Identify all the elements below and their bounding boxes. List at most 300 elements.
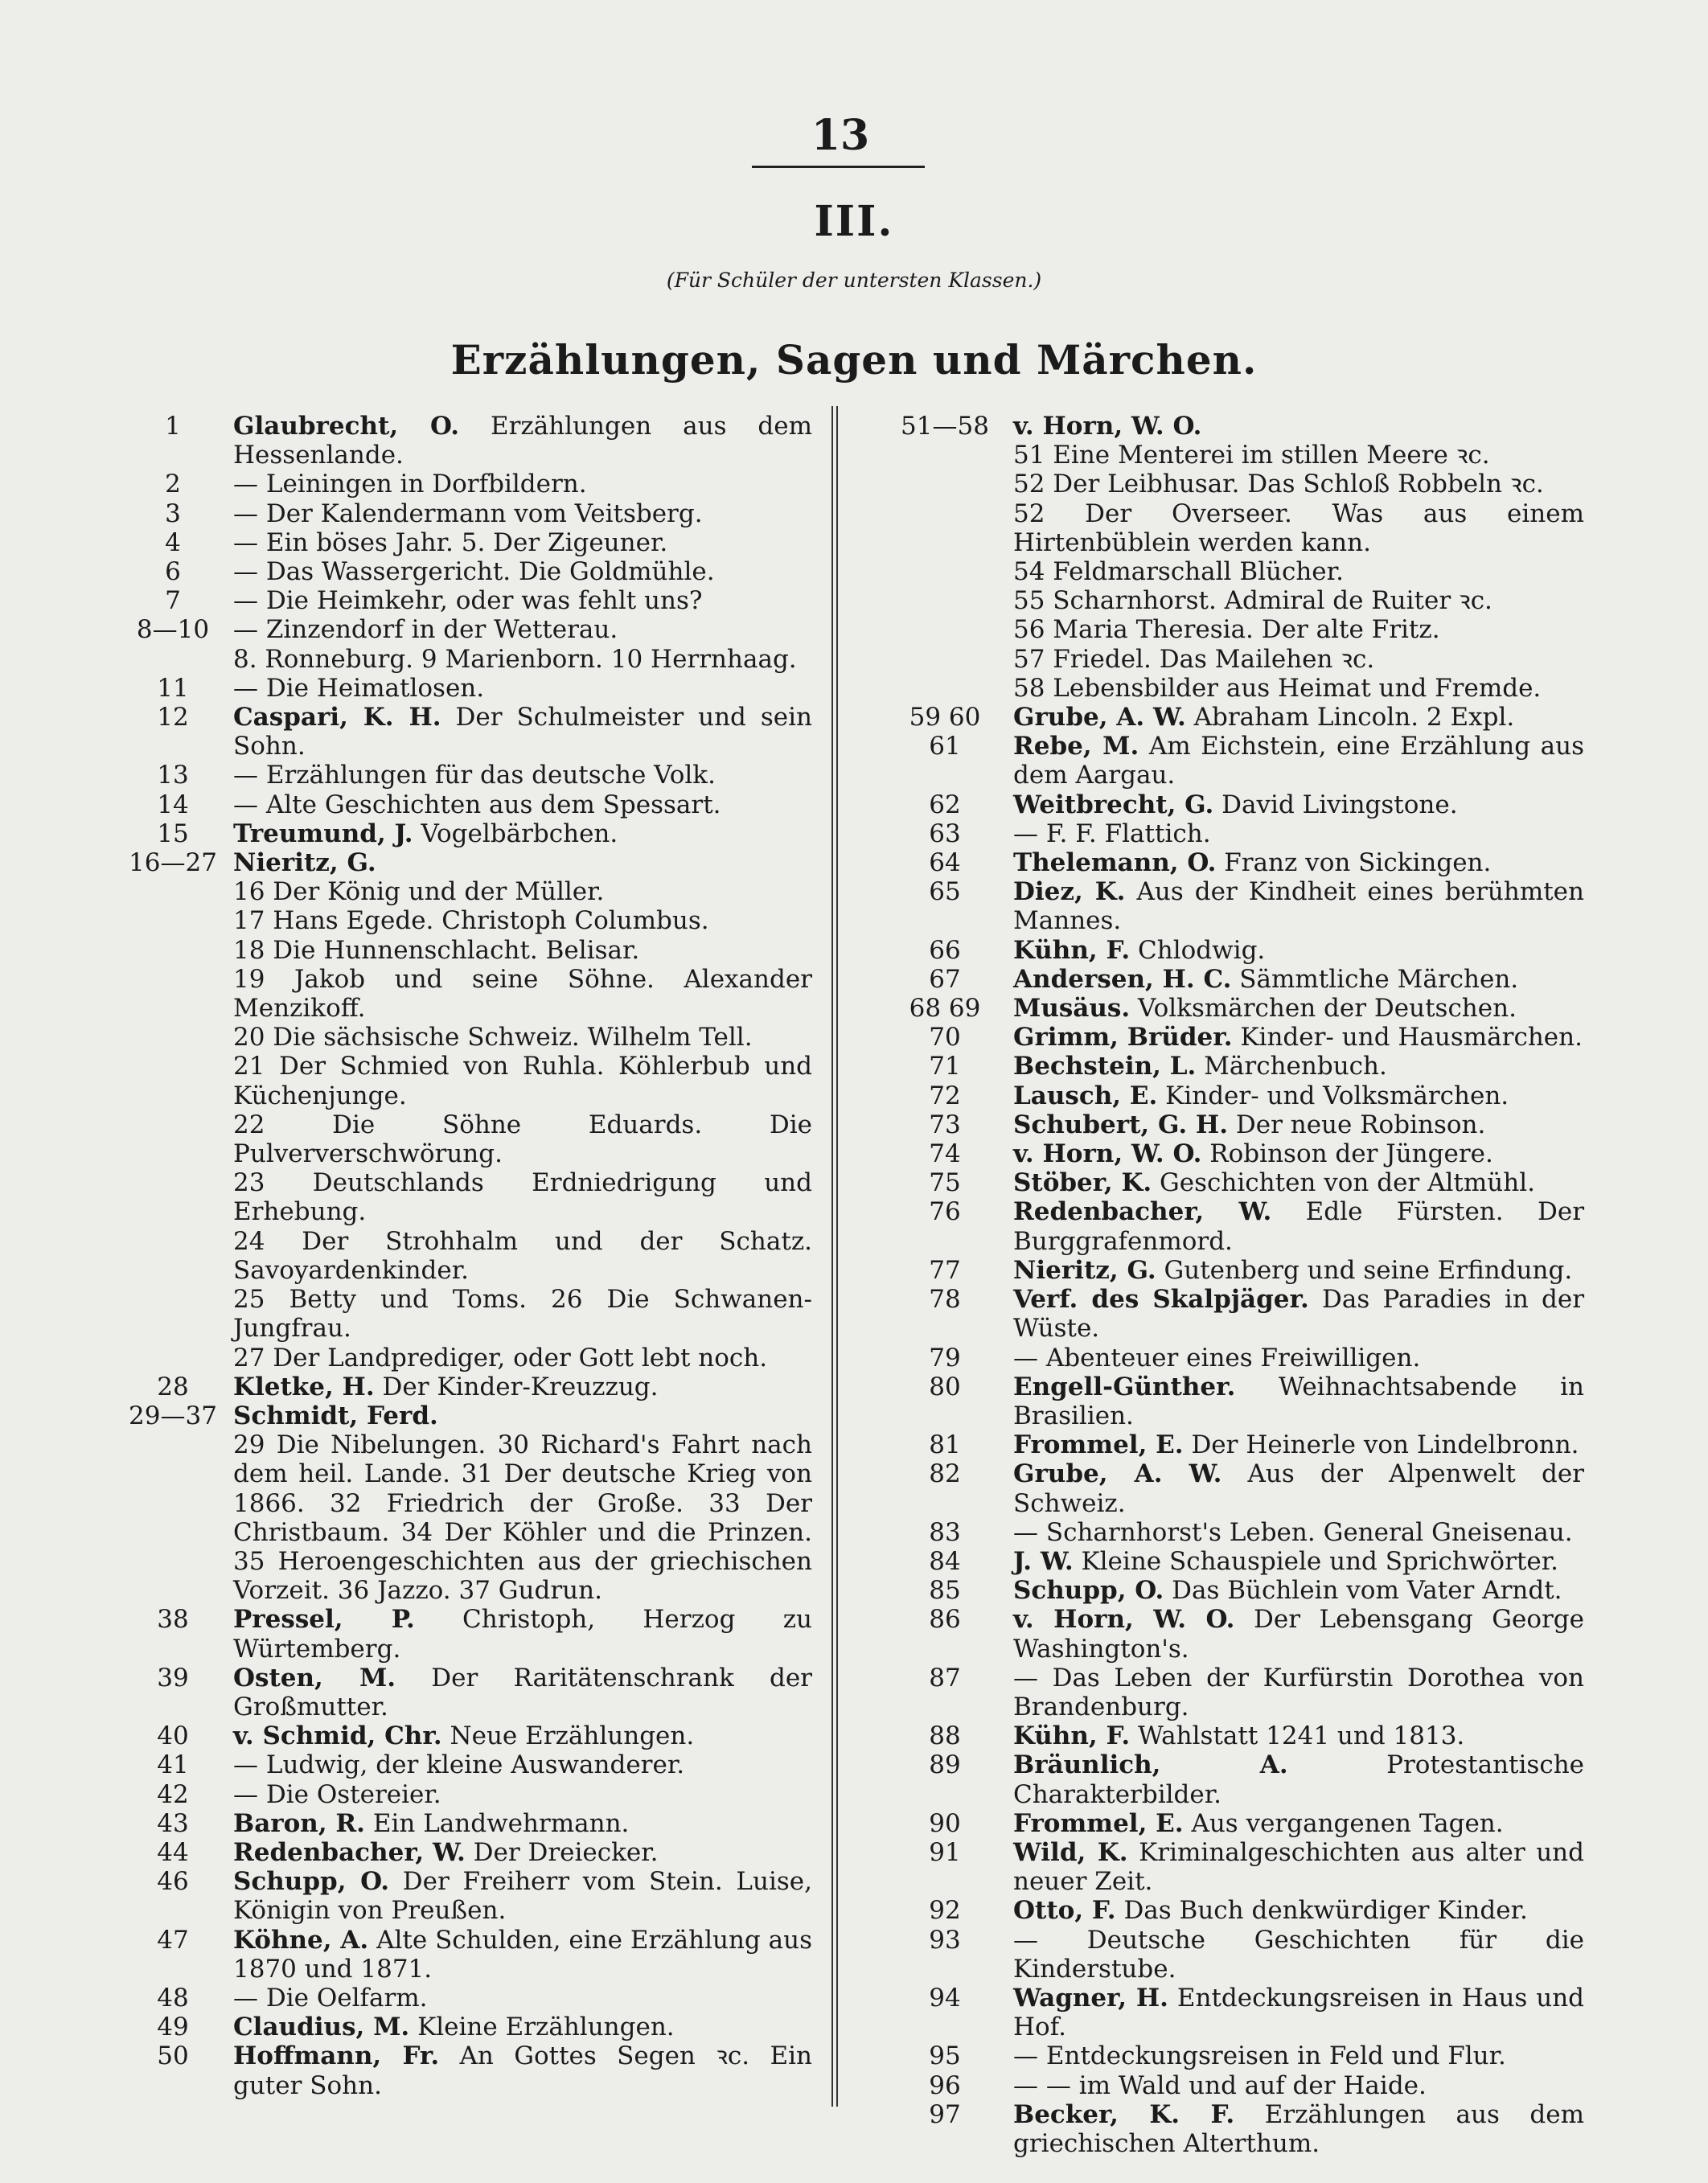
catalog-entry bbox=[113, 1926, 812, 1984]
entry-title: — Ein böses Jahr. 5. Der Zigeuner. bbox=[233, 527, 668, 557]
entry-title: Der Heinerle von Lindelbronn. bbox=[1183, 1430, 1579, 1460]
entry-author: Thelemann, O. bbox=[1013, 848, 1217, 878]
entry-author: Schubert, G. H. bbox=[1013, 1110, 1229, 1139]
entry-text bbox=[1013, 1664, 1584, 1721]
entry-number: 88 bbox=[929, 1721, 961, 1751]
entry-number bbox=[113, 1430, 233, 1605]
entry-title: — Die Oelfarm. bbox=[233, 1983, 428, 2013]
entry-text bbox=[233, 615, 812, 644]
entry-title: 27 Der Landprediger, oder Gott lebt noch. bbox=[233, 1343, 768, 1373]
entry-number: 70 bbox=[929, 1023, 961, 1053]
entry-title: 19 Jakob und seine Söhne. Alexander Menzikoff. bbox=[233, 964, 812, 1024]
entry-text bbox=[1013, 877, 1584, 935]
catalog-entry bbox=[113, 761, 812, 790]
entry-title: — F. F. Flattich. bbox=[1013, 819, 1211, 848]
entry-text bbox=[1013, 1721, 1584, 1750]
entry-text bbox=[1013, 1430, 1584, 1459]
entry-title: An Gottes Segen ꝛc. Ein guter Sohn. bbox=[233, 2041, 812, 2100]
catalog-entry bbox=[113, 1168, 812, 1226]
entry-number: 14 bbox=[157, 790, 189, 819]
catalog-entry bbox=[877, 586, 1584, 615]
catalog-entry bbox=[877, 848, 1584, 877]
entry-title: — Deutsche Geschichten für die Kinderstube. bbox=[1013, 1925, 1584, 1984]
entry-author: Wagner, H. bbox=[1013, 1983, 1168, 2013]
catalog-entry bbox=[877, 1605, 1584, 1663]
entry-author: Frommel, E. bbox=[1013, 1808, 1184, 1838]
entry-author: Kühn, F. bbox=[1013, 935, 1131, 965]
entry-text bbox=[233, 1750, 812, 1779]
entry-title: Das Paradies in der Wüste. bbox=[1013, 1285, 1585, 1344]
catalog-entry bbox=[113, 848, 812, 877]
entry-number: 63 bbox=[929, 819, 961, 848]
entry-title: Der neue Robinson. bbox=[1228, 1110, 1486, 1139]
entry-author: Schupp, O. bbox=[233, 1867, 390, 1897]
entry-text bbox=[1013, 1344, 1584, 1373]
entry-text bbox=[233, 965, 812, 1023]
entry-text bbox=[233, 1110, 812, 1168]
entry-text bbox=[233, 1664, 812, 1721]
catalog-entry bbox=[113, 1344, 812, 1373]
entry-author: Bechstein, L. bbox=[1013, 1052, 1197, 1081]
catalog-entry bbox=[113, 790, 812, 819]
entry-text bbox=[1013, 936, 1584, 965]
entry-number: 28 bbox=[157, 1372, 189, 1401]
entry-number: 11 bbox=[157, 673, 189, 703]
catalog-entry bbox=[877, 2100, 1584, 2158]
catalog-entry bbox=[113, 1430, 812, 1605]
entry-text bbox=[233, 2041, 812, 2099]
entry-number: 44 bbox=[157, 1837, 189, 1867]
catalog-entry bbox=[877, 1110, 1584, 1139]
catalog-entry bbox=[877, 441, 1584, 470]
entry-number: 46 bbox=[157, 1867, 189, 1897]
entry-number: 87 bbox=[929, 1663, 961, 1693]
entry-number: 75 bbox=[929, 1168, 961, 1198]
entry-text bbox=[1013, 1168, 1584, 1197]
catalog-entry bbox=[877, 1373, 1584, 1430]
entry-number: 1 bbox=[165, 412, 181, 441]
catalog-entry bbox=[877, 1430, 1584, 1459]
catalog-entry bbox=[877, 819, 1584, 848]
entry-title: — Entdeckungsreisen in Feld und Flur. bbox=[1013, 2041, 1506, 2071]
entry-number: 61 bbox=[929, 732, 961, 761]
entry-title: Der Freiherr vom Stein. Luise, Königin von Preußen. bbox=[233, 1867, 812, 1926]
entry-number: 66 bbox=[929, 935, 961, 965]
entry-author: Nieritz, G. bbox=[233, 848, 376, 878]
entry-number: 71 bbox=[929, 1052, 961, 1081]
entry-title: Der Schulmeister und sein Sohn. bbox=[233, 703, 812, 761]
catalog-entry bbox=[113, 1809, 812, 1838]
entry-title: — Ludwig, der kleine Auswanderer. bbox=[233, 1750, 685, 1780]
entry-title: — Die Heimkehr, oder was fehlt uns? bbox=[233, 586, 703, 616]
entry-number: 92 bbox=[929, 1896, 961, 1926]
entry-title: 18 Die Hunnenschlacht. Belisar. bbox=[233, 935, 640, 965]
catalog-entry bbox=[877, 499, 1584, 557]
entry-text bbox=[1013, 1459, 1584, 1517]
catalog-entry bbox=[877, 1896, 1584, 1925]
entry-text bbox=[233, 790, 812, 819]
entry-title: Erzählungen aus dem griechischen Alterthum. bbox=[1013, 2099, 1584, 2158]
entry-text bbox=[233, 1926, 812, 1984]
entry-title: Aus der Alpenwelt der Schweiz. bbox=[1013, 1459, 1584, 1518]
entry-text bbox=[233, 1721, 812, 1750]
entry-author: J. W. bbox=[1013, 1546, 1074, 1576]
entry-title: Kinder- und Hausmärchen. bbox=[1232, 1023, 1583, 1053]
entry-number: 59 60 bbox=[909, 703, 981, 732]
entry-title: 52 Der Overseer. Was aus einem Hirtenbüblein werden kann. bbox=[1013, 499, 1584, 557]
catalog-entry bbox=[877, 1547, 1584, 1576]
entry-author: Treumund, J. bbox=[233, 819, 413, 848]
entry-text bbox=[233, 2013, 812, 2041]
entry-text bbox=[1013, 2071, 1584, 2100]
catalog-entry bbox=[113, 1780, 812, 1809]
entry-text bbox=[1013, 1139, 1584, 1168]
entry-text bbox=[233, 1984, 812, 2013]
entry-text bbox=[233, 1867, 812, 1925]
entry-number bbox=[113, 1168, 233, 1226]
entry-title: Abraham Lincoln. 2 Expl. bbox=[1185, 703, 1515, 732]
entry-title: 22 Die Söhne Eduards. Die Pulververschwörung. bbox=[233, 1110, 812, 1169]
entry-text bbox=[233, 1430, 812, 1605]
entry-text bbox=[233, 1373, 812, 1401]
entry-number: 90 bbox=[929, 1808, 961, 1838]
entry-number: 29—37 bbox=[129, 1401, 217, 1430]
catalog-entry bbox=[877, 470, 1584, 499]
entry-number: 76 bbox=[929, 1197, 961, 1227]
entry-number: 89 bbox=[929, 1750, 961, 1780]
entry-number: 62 bbox=[929, 790, 961, 819]
entry-author: Andersen, H. C. bbox=[1013, 964, 1232, 994]
catalog-entry bbox=[877, 1256, 1584, 1285]
catalog-entry bbox=[877, 2041, 1584, 2070]
entry-title: — Das Leben der Kurfürstin Dorothea von Brandenburg. bbox=[1013, 1663, 1584, 1721]
entry-title: Der Dreiecker. bbox=[465, 1837, 659, 1867]
entry-text bbox=[233, 877, 812, 906]
entry-author: Kletke, H. bbox=[233, 1372, 375, 1401]
entry-author: Baron, R. bbox=[233, 1808, 365, 1838]
entry-author: Grimm, Brüder. bbox=[1013, 1023, 1233, 1053]
entry-text bbox=[1013, 1926, 1584, 1984]
entry-text bbox=[1013, 1838, 1584, 1896]
entry-title: 29 Die Nibelungen. 30 Richard's Fahrt nach dem heil. Lande. 31 Der deutsche Krieg von 1866. 32 Friedrich der Große. 33 Der Christbaum. 34 Der Köhler und die Prinzen. 35 Heroengeschichten aus der griechischen Vorzeit. 36 Jazzo. 37 Gudrun. bbox=[233, 1430, 812, 1606]
entry-author: Schmidt, Ferd. bbox=[233, 1401, 438, 1430]
entry-number bbox=[877, 441, 1013, 470]
entry-title: 16 Der König und der Müller. bbox=[233, 877, 605, 907]
entry-title: 8. Ronneburg. 9 Marienborn. 10 Herrnhaag. bbox=[233, 644, 797, 674]
entry-number bbox=[113, 1344, 233, 1373]
entry-number bbox=[113, 936, 233, 965]
catalog-entry bbox=[113, 1838, 812, 1867]
entry-text bbox=[1013, 1110, 1584, 1139]
entry-text bbox=[233, 1838, 812, 1867]
catalog-entry bbox=[877, 557, 1584, 586]
entry-author: Kühn, F. bbox=[1013, 1721, 1131, 1751]
entry-number: 13 bbox=[157, 761, 189, 790]
entry-text bbox=[233, 1344, 812, 1373]
entry-title: — Scharnhorst's Leben. General Gneisenau. bbox=[1013, 1517, 1573, 1547]
entry-text bbox=[1013, 1256, 1584, 1285]
entry-number: 48 bbox=[157, 1983, 189, 2013]
catalog-entry bbox=[113, 1373, 812, 1401]
entry-title: Franz von Sickingen. bbox=[1216, 848, 1492, 878]
entry-title: Märchenbuch. bbox=[1196, 1052, 1387, 1081]
catalog-entry bbox=[113, 819, 812, 848]
entry-number: 3 bbox=[165, 499, 181, 528]
catalog-entry bbox=[113, 1721, 812, 1750]
entry-number: 83 bbox=[929, 1517, 961, 1547]
entry-title: 21 Der Schmied von Ruhla. Köhlerbub und Küchenjunge. bbox=[233, 1052, 812, 1110]
catalog-entry bbox=[877, 1285, 1584, 1343]
entry-title: Kinder- und Volksmärchen. bbox=[1157, 1081, 1509, 1110]
entry-number: 43 bbox=[157, 1808, 189, 1838]
catalog-entry bbox=[877, 1023, 1584, 1052]
entry-text bbox=[1013, 1373, 1584, 1430]
catalog-entry bbox=[113, 2013, 812, 2041]
entry-text bbox=[1013, 732, 1584, 790]
catalog-entry bbox=[113, 2041, 812, 2099]
entry-author: Musäus. bbox=[1013, 994, 1131, 1024]
entry-number bbox=[113, 1227, 233, 1285]
entry-number bbox=[113, 1052, 233, 1110]
entry-author: Frommel, E. bbox=[1013, 1430, 1184, 1460]
entry-title: Vogelbärbchen. bbox=[413, 819, 618, 848]
catalog-entry bbox=[113, 615, 812, 644]
catalog-entry bbox=[113, 412, 812, 470]
entry-number: 42 bbox=[157, 1779, 189, 1809]
entry-text bbox=[233, 906, 812, 935]
entry-author: Otto, F. bbox=[1013, 1896, 1116, 1926]
catalog-entry bbox=[877, 732, 1584, 790]
entry-number: 94 bbox=[929, 1983, 961, 2013]
entry-text bbox=[1013, 441, 1584, 470]
entry-text bbox=[1013, 1518, 1584, 1547]
entry-number: 84 bbox=[929, 1546, 961, 1576]
entry-number: 81 bbox=[929, 1430, 961, 1460]
entry-title: Kriminalgeschichten aus alter und neuer Zeit. bbox=[1013, 1837, 1584, 1897]
entry-text bbox=[233, 412, 812, 470]
page-number: 13 bbox=[811, 111, 870, 160]
catalog-entry bbox=[113, 1285, 812, 1343]
entry-title: Geschichten von der Altmühl. bbox=[1152, 1168, 1535, 1198]
catalog-entry bbox=[113, 1867, 812, 1925]
entry-number bbox=[877, 499, 1013, 557]
entry-author: v. Schmid, Chr. bbox=[233, 1721, 442, 1751]
entry-number: 97 bbox=[929, 2099, 961, 2129]
entry-text bbox=[1013, 848, 1584, 877]
entry-title: 55 Scharnhorst. Admiral de Ruiter ꝛc. bbox=[1013, 586, 1492, 616]
entry-text bbox=[233, 1780, 812, 1809]
catalog-entry bbox=[877, 877, 1584, 935]
entry-number: 80 bbox=[929, 1372, 961, 1401]
entry-author: Glaubrecht, O. bbox=[233, 412, 459, 441]
entry-author: Claudius, M. bbox=[233, 2013, 410, 2042]
entry-number: 86 bbox=[929, 1605, 961, 1635]
entry-number: 47 bbox=[157, 1925, 189, 1955]
entry-number: 49 bbox=[157, 2013, 189, 2042]
entry-text bbox=[233, 1227, 812, 1285]
catalog-entry bbox=[877, 1664, 1584, 1721]
entry-title: Edle Fürsten. Der Burggrafenmord. bbox=[1013, 1197, 1585, 1256]
entry-title: Wahlstatt 1241 und 1813. bbox=[1130, 1721, 1465, 1751]
entry-title: 57 Friedel. Das Mailehen ꝛc. bbox=[1013, 644, 1375, 674]
entry-title: — — im Wald und auf der Haide. bbox=[1013, 2070, 1427, 2100]
catalog-entry bbox=[113, 528, 812, 557]
entry-text bbox=[233, 1285, 812, 1343]
entry-text bbox=[233, 586, 812, 615]
entry-number bbox=[877, 470, 1013, 499]
entry-number: 73 bbox=[929, 1110, 961, 1139]
entry-title: Das Buch denkwürdiger Kinder. bbox=[1115, 1896, 1528, 1926]
catalog-entry bbox=[113, 1110, 812, 1168]
entry-title: — Erzählungen für das deutsche Volk. bbox=[233, 761, 716, 790]
entry-number: 82 bbox=[929, 1459, 961, 1489]
entry-text bbox=[1013, 819, 1584, 848]
entry-author: Grube, A. W. bbox=[1013, 1459, 1222, 1489]
left-column bbox=[113, 412, 812, 2100]
entry-text bbox=[233, 936, 812, 965]
entry-number: 68 69 bbox=[909, 994, 981, 1024]
entry-title: 54 Feldmarschall Blücher. bbox=[1013, 557, 1344, 587]
entry-title: 23 Deutschlands Erdniedrigung und Erhebung. bbox=[233, 1168, 812, 1227]
catalog-entry bbox=[877, 615, 1584, 644]
entry-text bbox=[1013, 1984, 1584, 2041]
entry-title: — Das Wassergericht. Die Goldmühle. bbox=[233, 557, 715, 587]
catalog-entry bbox=[877, 1809, 1584, 1838]
entry-title: Erzählungen aus dem Hessenlande. bbox=[233, 412, 813, 470]
entry-number: 39 bbox=[157, 1663, 189, 1693]
catalog-entry bbox=[113, 1664, 812, 1721]
entry-author: Weitbrecht, G. bbox=[1013, 790, 1214, 819]
catalog-entry bbox=[113, 965, 812, 1023]
entry-number: 91 bbox=[929, 1837, 961, 1867]
entry-number: 78 bbox=[929, 1285, 961, 1315]
entry-title: — Der Kalendermann vom Veitsberg. bbox=[233, 499, 703, 528]
entry-author: v. Horn, W. O. bbox=[1013, 1605, 1235, 1635]
entry-text bbox=[233, 1809, 812, 1838]
catalog-entry bbox=[113, 1227, 812, 1285]
entry-text bbox=[233, 470, 812, 499]
entry-number bbox=[113, 1110, 233, 1168]
entry-number: 50 bbox=[157, 2041, 189, 2071]
entry-text bbox=[233, 1052, 812, 1110]
entry-author: Bräunlich, A. bbox=[1013, 1750, 1288, 1780]
entry-number: 77 bbox=[929, 1255, 961, 1285]
entry-title: Robinson der Jüngere. bbox=[1201, 1139, 1493, 1169]
catalog-entry bbox=[113, 877, 812, 906]
catalog-entry bbox=[877, 703, 1584, 732]
entry-author: Diez, K. bbox=[1013, 877, 1126, 907]
catalog-entry bbox=[877, 1518, 1584, 1547]
entry-title: Am Eichstein, eine Erzählung aus dem Aargau. bbox=[1013, 732, 1584, 790]
catalog-entry bbox=[877, 1838, 1584, 1896]
entry-text bbox=[1013, 703, 1584, 732]
entry-text bbox=[1013, 1896, 1584, 1925]
entry-number bbox=[877, 615, 1013, 644]
entry-title: 24 Der Strohhalm und der Schatz. Savoyardenkinder. bbox=[233, 1226, 812, 1285]
entry-text bbox=[1013, 965, 1584, 994]
entry-number bbox=[113, 906, 233, 935]
entry-number bbox=[113, 965, 233, 1023]
entry-text bbox=[1013, 1576, 1584, 1605]
entry-number bbox=[113, 877, 233, 906]
catalog-entry bbox=[877, 1081, 1584, 1110]
entry-title: Der Lebensgang George Washington's. bbox=[1013, 1605, 1585, 1664]
entry-number: 96 bbox=[929, 2070, 961, 2100]
entry-number: 40 bbox=[157, 1721, 189, 1751]
entry-text bbox=[1013, 1285, 1584, 1343]
entry-title: Sämmtliche Märchen. bbox=[1231, 964, 1519, 994]
catalog-entry bbox=[877, 965, 1584, 994]
catalog-entry bbox=[877, 936, 1584, 965]
entry-title: Der Raritätenschrank der Großmutter. bbox=[233, 1663, 813, 1721]
entry-text bbox=[233, 848, 812, 877]
entry-number bbox=[113, 645, 233, 674]
entry-title: — Alte Geschichten aus dem Spessart. bbox=[233, 790, 721, 819]
entry-number: 38 bbox=[157, 1605, 189, 1635]
entry-title: 52 Der Leibhusar. Das Schloß Robbeln ꝛc. bbox=[1013, 470, 1544, 499]
entry-author: Osten, M. bbox=[233, 1663, 396, 1693]
entry-text bbox=[233, 703, 812, 761]
entry-number: 12 bbox=[157, 703, 189, 732]
catalog-entry bbox=[877, 412, 1584, 441]
entry-number bbox=[877, 557, 1013, 586]
catalog-entry bbox=[877, 645, 1584, 674]
entry-text bbox=[1013, 586, 1584, 615]
section-note: (Für Schüler der untersten Klassen.) bbox=[666, 269, 1042, 292]
catalog-entry bbox=[113, 1023, 812, 1052]
catalog-entry bbox=[877, 1984, 1584, 2041]
entry-author: Nieritz, G. bbox=[1013, 1255, 1156, 1285]
entry-number: 16—27 bbox=[129, 848, 217, 878]
entry-number: 15 bbox=[157, 819, 189, 848]
entry-number: 64 bbox=[929, 848, 961, 878]
entry-title: Christoph, Herzog zu Würtemberg. bbox=[233, 1605, 813, 1664]
entry-text bbox=[233, 819, 812, 848]
entry-number bbox=[877, 674, 1013, 703]
entry-title: Das Büchlein vom Vater Arndt. bbox=[1164, 1576, 1562, 1606]
entry-text bbox=[1013, 1605, 1584, 1663]
catalog-entry bbox=[877, 674, 1584, 703]
catalog-entry bbox=[877, 1926, 1584, 1984]
entry-title: Kleine Schauspiele und Sprichwörter. bbox=[1073, 1546, 1558, 1576]
catalog-entry bbox=[877, 1197, 1584, 1255]
entry-text bbox=[1013, 412, 1584, 441]
catalog-entry bbox=[113, 586, 812, 615]
catalog-entry bbox=[877, 1168, 1584, 1197]
entry-number bbox=[877, 586, 1013, 615]
entry-number: 74 bbox=[929, 1139, 961, 1169]
catalog-entry bbox=[113, 1401, 812, 1430]
entry-text bbox=[1013, 1197, 1584, 1255]
entry-title: Aus vergangenen Tagen. bbox=[1183, 1808, 1504, 1838]
catalog-entry bbox=[113, 499, 812, 528]
catalog-entry bbox=[877, 1750, 1584, 1808]
catalog-entry bbox=[877, 1052, 1584, 1081]
entry-author: Redenbacher, W. bbox=[1013, 1197, 1272, 1227]
entry-number: 79 bbox=[929, 1343, 961, 1373]
entry-text bbox=[233, 1605, 812, 1663]
entry-number: 67 bbox=[929, 964, 961, 994]
catalog-entry bbox=[877, 1576, 1584, 1605]
catalog-entry bbox=[113, 936, 812, 965]
entry-author: v. Horn, W. O. bbox=[1013, 1139, 1202, 1169]
entry-text bbox=[1013, 1809, 1584, 1838]
entry-author: v. Horn, W. O. bbox=[1013, 412, 1202, 441]
entry-title: Ein Landwehrmann. bbox=[364, 1808, 630, 1838]
entry-title: Gutenberg und seine Erfindung. bbox=[1156, 1255, 1573, 1285]
entry-title: 25 Betty und Toms. 26 Die Schwanen-Jungfrau. bbox=[233, 1285, 812, 1344]
entry-text bbox=[1013, 674, 1584, 703]
